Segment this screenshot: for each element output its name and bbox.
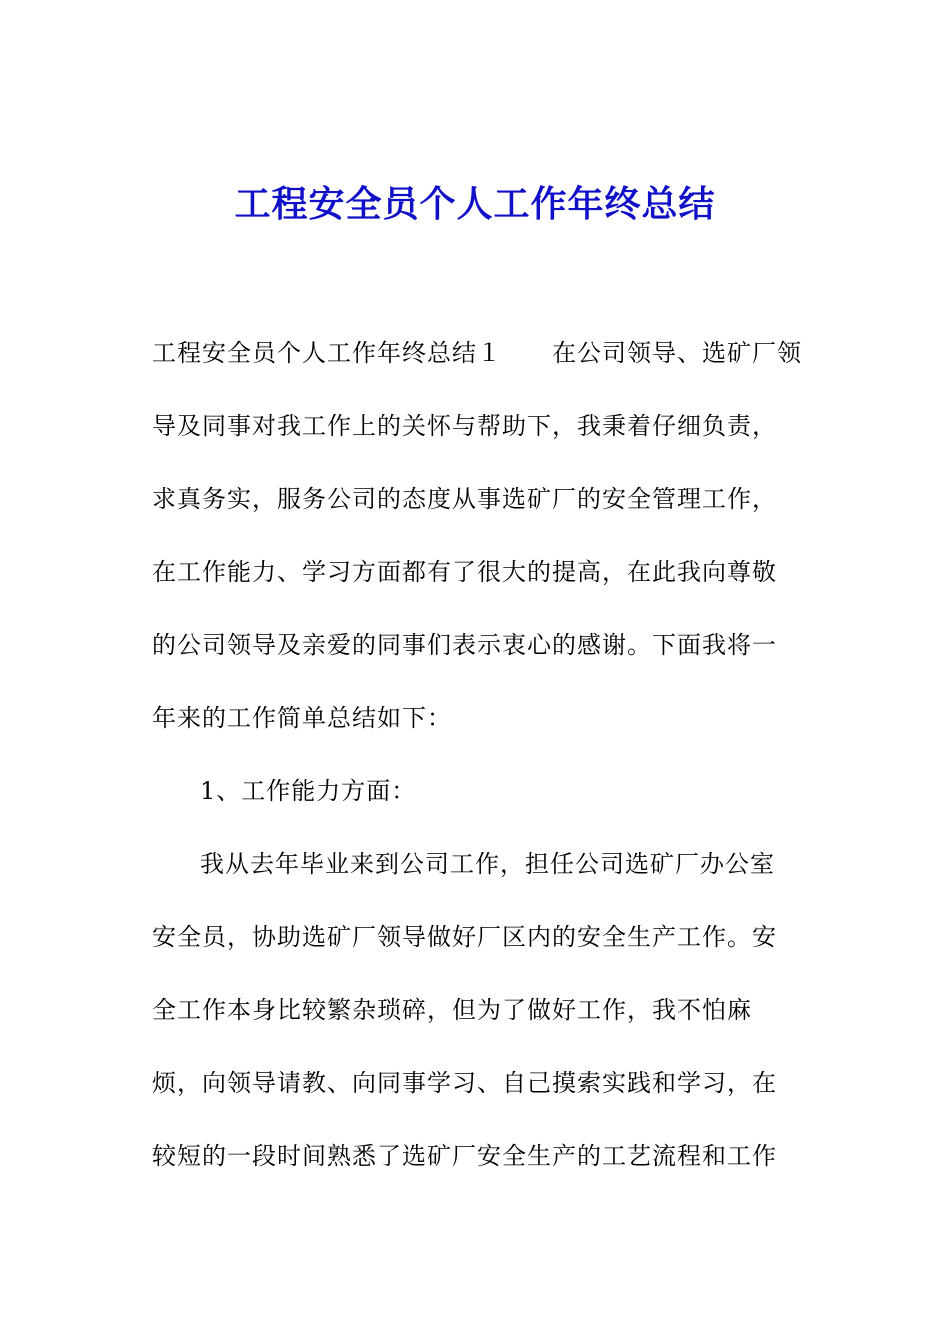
body-line-9: 安全员，协助选矿厂领导做好厂区内的安全生产工作。安 [152,923,777,951]
body-line-8: 我从去年毕业来到公司工作，担任公司选矿厂办公室 [200,850,775,878]
body-line-6: 年来的工作简单总结如下： [152,704,452,732]
body-line-12: 较短的一段时间熟悉了选矿厂安全生产的工艺流程和工作 [152,1142,777,1170]
body-line-4: 在工作能力、学习方面都有了很大的提高，在此我向尊敬 [152,558,777,586]
section-heading-work-ability: 1、工作能力方面： [200,777,417,805]
body-line-10: 全工作本身比较繁杂琐碎，但为了做好工作，我不怕麻 [152,996,752,1024]
body-line-1: 工程安全员个人工作年终总结１ 在公司领导、选矿厂领 [152,339,802,367]
body-line-5: 的公司领导及亲爱的同事们表示衷心的感谢。下面我将一 [152,631,777,659]
body-line-11: 烦，向领导请教、向同事学习、自己摸索实践和学习，在 [152,1069,777,1097]
document-title: 工程安全员个人工作年终总结 [234,183,716,225]
body-line-3: 求真务实，服务公司的态度从事选矿厂的安全管理工作， [152,485,777,513]
body-line-2: 导及同事对我工作上的关怀与帮助下，我秉着仔细负责， [152,412,777,440]
